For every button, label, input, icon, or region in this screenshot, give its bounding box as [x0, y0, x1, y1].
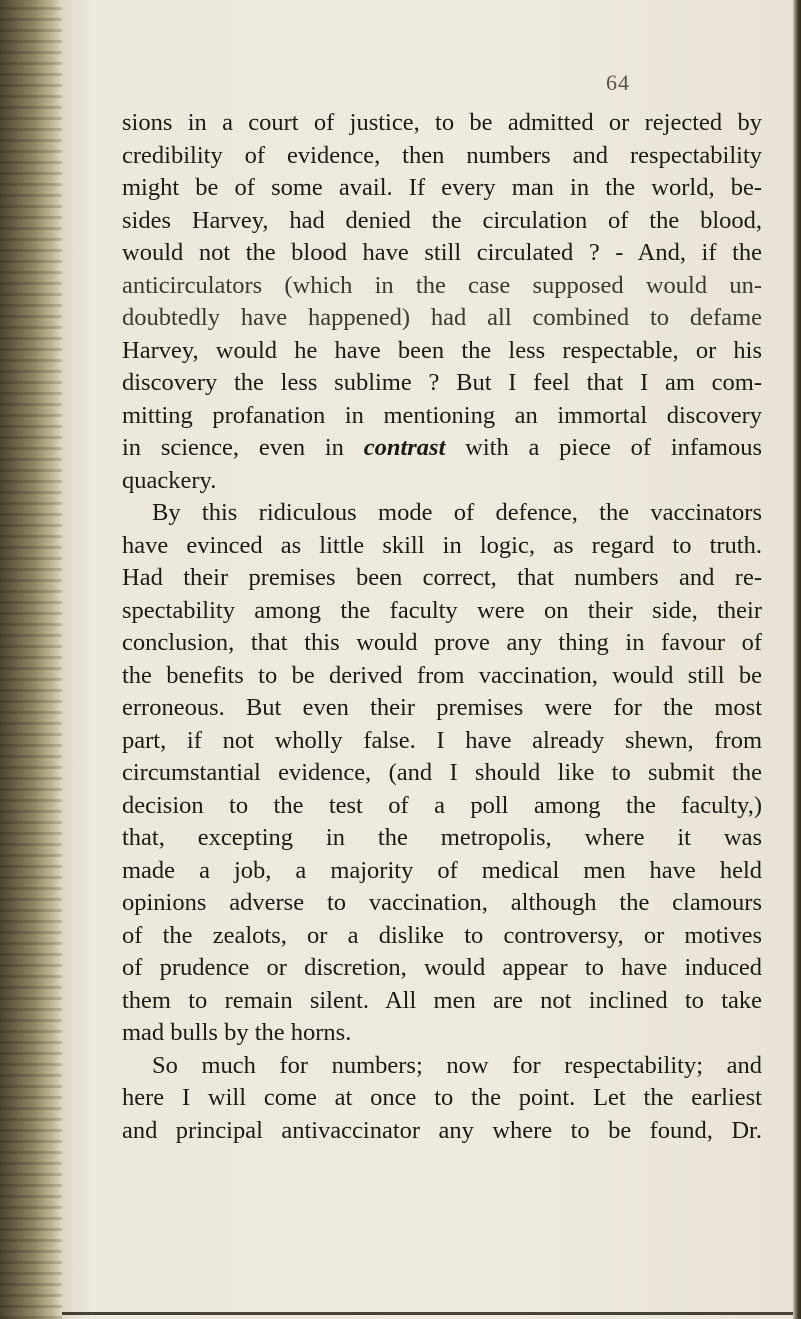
text-line: sides Harvey, had denied the circulation of the blood,: [122, 206, 762, 234]
text-line: of the zealots, or a dislike to controversy, or motives: [122, 921, 762, 949]
page-bottom-rule: [62, 1312, 793, 1315]
text-line: that, excepting in the metropolis, where it was: [122, 824, 762, 851]
text-line: anticirculators (which in the case supposed would un-: [122, 271, 762, 299]
emphasis-contrast: contrast: [363, 434, 446, 461]
text-line: discovery the less sublime ? But I feel that I am com-: [122, 369, 762, 396]
text-line: decision to the test of a poll among the faculty,): [122, 791, 762, 819]
page-number: 64: [606, 70, 630, 95]
text-line: and principal antivaccinator any where to be found, Dr.: [122, 1116, 762, 1144]
text-line: conclusion, that this would prove any thing in favour of: [122, 629, 762, 656]
page-edge: [793, 0, 801, 1319]
text-line-with-emphasis: [122, 432, 762, 465]
body-text: [122, 107, 762, 1147]
text-line: spectability among the faculty were on their side, their: [122, 596, 762, 624]
text-line: Harvey, would he have been the less respectable, or his: [122, 336, 762, 364]
text-line: circumstantial evidence, (and I should like to submit the: [122, 759, 762, 786]
text-fragment: in science, even in: [122, 434, 364, 461]
text-line: erroneous. But even their premises were for the most: [122, 694, 762, 721]
text-line: here I will come at once to the point. Let the earliest: [122, 1084, 762, 1111]
text-line: mitting profanation in mentioning an immortal discovery: [122, 401, 762, 429]
text-line: them to remain silent. All men are not inclined to take: [122, 986, 762, 1014]
text-line: the benefits to be derived from vaccination, would still be: [122, 661, 762, 689]
text-line: of prudence or discretion, would appear to have induced: [122, 954, 762, 981]
paragraph-start-line: By this ridiculous mode of defence, the vaccinators: [152, 499, 762, 526]
text-line: have evinced as little skill in logic, as regard to truth.: [122, 531, 762, 559]
text-line: credibility of evidence, then numbers and respectability: [122, 141, 762, 169]
text-line: made a job, a majority of medical men have held: [122, 856, 762, 884]
text-line: doubtedly have happened) had all combined to defame: [122, 304, 762, 331]
text-line: part, if not wholly false. I have already shewn, from: [122, 726, 762, 754]
binding-texture: [0, 0, 62, 1319]
text-fragment: with a piece of infamous: [445, 434, 762, 461]
text-line: opinions adverse to vaccination, although the clamours: [122, 889, 762, 916]
text-line: might be of some avail. If every man in the world, be-: [122, 174, 762, 201]
text-line: quackery.: [122, 466, 217, 494]
text-line: sions in a court of justice, to be admitted or rejected by: [122, 109, 762, 136]
paragraph-start-line: So much for numbers; now for respectability; and: [152, 1051, 762, 1079]
text-line: mad bulls by the horns.: [122, 1019, 352, 1046]
text-line: Had their premises been correct, that numbers and re-: [122, 564, 762, 591]
text-line: would not the blood have still circulated ? - And, if the: [122, 239, 762, 266]
